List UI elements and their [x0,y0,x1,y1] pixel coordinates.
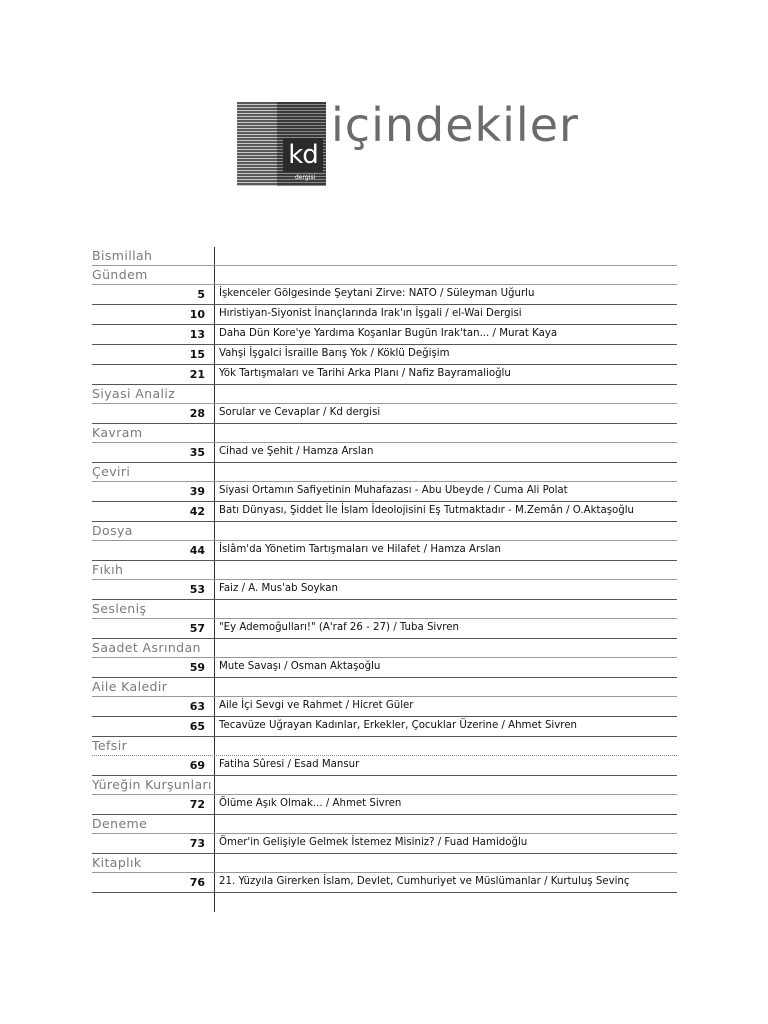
toc-section-label: Siyasi Analiz [92,386,176,401]
toc-page-number: 65 [189,720,205,733]
toc-section-row [92,247,677,266]
toc-section-label: Sesleniş [92,601,147,616]
toc-entry-title: İşkenceler Gölgesinde Şeytani Zirve: NATO / Süleyman Uğurlu [219,288,535,299]
toc-page-number: 5 [197,288,205,301]
toc-entry-row[interactable] [92,873,677,893]
logo-subtext: dergisi [295,174,316,181]
toc-entry-title: Vahşi İşgalci İsraille Barış Yok / Köklü Değişim [219,348,450,359]
toc-page-number: 28 [189,407,205,420]
toc-section-row [92,561,677,580]
page-title: içindekiler [331,98,579,152]
toc-section-label: Saadet Asrından [92,640,201,655]
toc-entry-title: Batı Dünyası, Şiddet İle İslam İdeolojisini Eş Tutmaktadır - M.Zemân / O.Aktaşoğlu [219,505,635,516]
toc-entry-row[interactable] [92,345,677,365]
toc-entry-row[interactable] [92,404,677,424]
toc-section-row [92,463,677,482]
toc-entry-title: İslâm'da Yönetim Tartışmaları ve Hilafet / Hamza Arslan [219,544,501,555]
toc-page-number: 63 [189,700,205,713]
toc-entry-title: Yök Tartışmaları ve Tarihi Arka Planı / Nafiz Bayramalioğlu [219,368,511,379]
toc-section-label: Kitaplık [92,855,142,870]
toc-page-number: 76 [189,876,205,889]
toc-section-row [92,266,677,285]
toc-entry-row[interactable] [92,541,677,561]
toc-page-number: 59 [189,661,205,674]
toc-page-number: 35 [189,446,205,459]
toc-page-number: 10 [189,308,205,321]
toc-section-row [92,737,677,756]
toc-section-label: Tefsir [92,738,128,753]
toc-section-label: Gündem [92,267,148,282]
toc-entry-title: Aile İçi Sevgi ve Rahmet / Hicret Güler [219,700,414,711]
toc-section-label: Çeviri [92,464,131,479]
toc-section-label: Aile Kaledir [92,679,168,694]
toc-page-number: 13 [189,328,205,341]
toc-section-label: Dosya [92,523,133,538]
toc-page-number: 21 [189,368,205,381]
toc-entry-title: Mute Savaşı / Osman Aktaşoğlu [219,661,381,672]
logo-kd-text: kd [283,138,323,172]
toc-entry-title: Daha Dün Kore'ye Yardıma Koşanlar Bugün Irak'tan... / Murat Kaya [219,328,558,339]
toc-entry-title: 21. Yüzyıla Girerken İslam, Devlet, Cumhuriyet ve Müslümanlar / Kurtuluş Sevinç [219,876,630,887]
toc-section-row [92,815,677,834]
toc-entry-row[interactable] [92,756,677,776]
toc-entry-title: Ömer'in Gelişiyle Gelmek İstemez Misiniz? / Fuad Hamidoğlu [219,837,528,848]
toc-section-row [92,678,677,697]
toc-entry-row[interactable] [92,580,677,600]
toc-entry-row[interactable] [92,697,677,717]
toc-section-row [92,522,677,541]
toc-page-number: 44 [189,544,205,557]
toc-section-label: Fıkıh [92,562,124,577]
toc-entry-row[interactable] [92,717,677,737]
toc-entry-row[interactable] [92,795,677,815]
toc-entry-row[interactable] [92,482,677,502]
toc-section-label: Bismillah [92,248,153,263]
toc-page-number: 72 [189,798,205,811]
toc-page-number: 57 [189,622,205,635]
toc-section-row [92,600,677,619]
toc-entry-row[interactable] [92,502,677,522]
toc-section-label: Yüreğin Kurşunları [92,777,212,792]
toc-entry-row[interactable] [92,365,677,385]
toc-page-number: 73 [189,837,205,850]
kd-logo [237,102,326,186]
toc-entry-title: "Ey Ademoğulları!" (A'raf 26 - 27) / Tuba Sivren [219,622,459,633]
toc-page-number: 53 [189,583,205,596]
toc-entry-title: Tecavüze Uğrayan Kadınlar, Erkekler, Çocuklar Üzerine / Ahmet Sivren [219,720,577,731]
toc-entry-title: Ölüme Aşık Olmak... / Ahmet Sivren [219,798,402,809]
toc-section-row [92,854,677,873]
toc-page-number: 15 [189,348,205,361]
toc-entry-title: Siyasi Ortamın Safiyetinin Muhafazası - Abu Ubeyde / Cuma Ali Polat [219,485,568,496]
toc-entry-row[interactable] [92,619,677,639]
toc-entry-title: Hıristiyan-Siyonist İnançlarında Irak'ın İşgali / el-Wai Dergisi [219,308,522,319]
toc-section-row [92,639,677,658]
toc-entry-row[interactable] [92,834,677,854]
toc-entry-title: Sorular ve Cevaplar / Kd dergisi [219,407,381,418]
toc-entry-row[interactable] [92,285,677,305]
table-of-contents [92,247,677,893]
toc-entry-title: Fatiha Sûresi / Esad Mansur [219,759,360,770]
toc-entry-row[interactable] [92,325,677,345]
toc-section-label: Deneme [92,816,148,831]
toc-entry-row[interactable] [92,443,677,463]
toc-page-number: 39 [189,485,205,498]
toc-section-label: Kavram [92,425,143,440]
toc-entry-row[interactable] [92,305,677,325]
toc-page-number: 42 [189,505,205,518]
toc-section-row [92,776,677,795]
toc-section-row [92,424,677,443]
toc-section-row [92,385,677,404]
toc-entry-title: Cihad ve Şehit / Hamza Arslan [219,446,374,457]
toc-page-number: 69 [189,759,205,772]
toc-entry-title: Faiz / A. Mus'ab Soykan [219,583,338,594]
toc-entry-row[interactable] [92,658,677,678]
